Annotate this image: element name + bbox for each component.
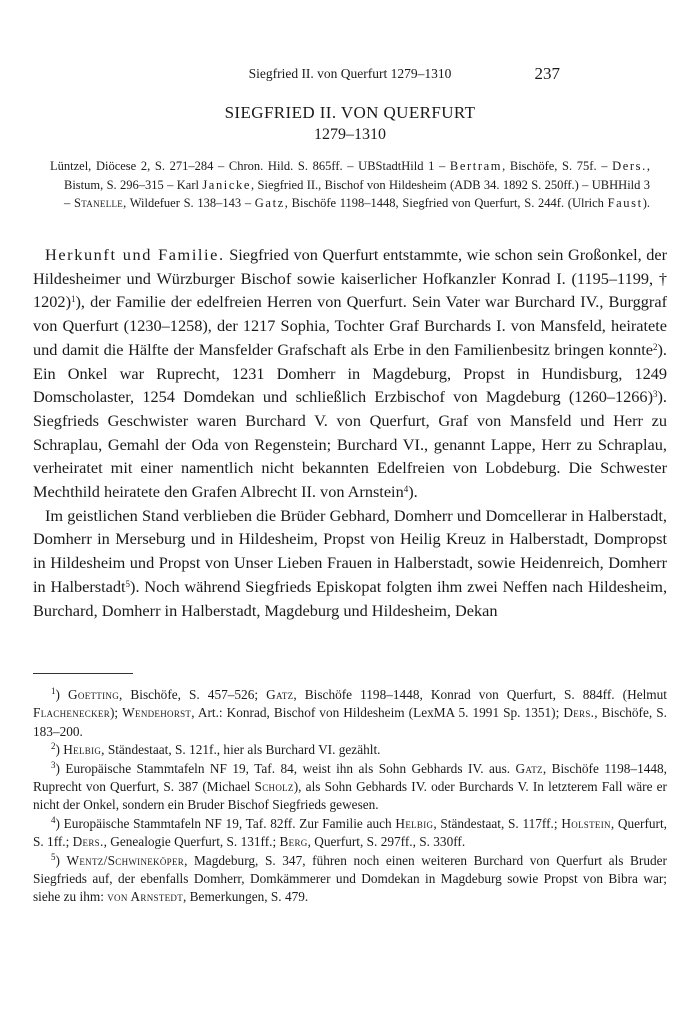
source-text: , Siegfried II., Bischof von Hildesheim (ADB 34. 1892 S. 250ff.) – UBHHild 3 – <box>64 177 650 211</box>
source-author: Bertram <box>449 159 503 173</box>
footnote-author: Scholz <box>254 779 294 795</box>
footnote-text: , Ständestaat, S. 121f., hier als Burchard VI. gezählt. <box>101 742 381 758</box>
footnote-text: , Bischöfe 1198–1448, Ruprecht von Querfurt, S. 387 (Michael <box>33 760 667 795</box>
footnote-text: ) Europäische Stammtafeln NF 19, Taf. 82ff. Zur Familie auch <box>55 815 396 831</box>
footnote-number: 4 <box>51 814 56 825</box>
footnote-text: , Querfurt, S. 1ff.; <box>33 815 667 850</box>
footnote-author: Wendehorst <box>122 705 192 721</box>
footnote-number: 3 <box>51 759 56 770</box>
footnote-ref[interactable]: 4 <box>403 484 409 495</box>
footnote-author: Goetting <box>68 687 119 702</box>
chapter-title-name: SIEGFRIED II. VON QUERFURT <box>224 103 476 122</box>
footnote-text: ) <box>55 687 68 702</box>
footnote-author: Wentz/Schwineköper <box>66 852 185 868</box>
source-author: Ders. <box>612 159 647 173</box>
footnote-author: Berg <box>279 834 308 850</box>
footnote-number: 5 <box>51 851 56 862</box>
source-author: Janicke <box>202 177 252 192</box>
footnote-text: ) <box>55 742 64 758</box>
paragraph-herkunft <box>33 243 667 504</box>
footnote-text: ) Europäische Stammtafeln NF 19, Taf. 84, weist ihn als Sohn Gebhards IV. aus. <box>55 760 516 776</box>
footnote-ref[interactable]: 2 <box>653 341 658 352</box>
paragraph-geistlich <box>33 504 667 623</box>
footnote-author: Gatz <box>515 760 543 776</box>
footnote-author: von Arnstedt <box>107 889 184 905</box>
footnote-ref[interactable]: 3 <box>653 389 658 400</box>
footnote-author: Ders. <box>563 705 595 721</box>
footnote-text: , Bischöfe, S. 457–526; <box>119 687 267 702</box>
footnote-divider <box>33 673 133 674</box>
footnote-author: Gatz <box>266 687 294 702</box>
footnote-number: 2 <box>51 741 56 752</box>
footnote-author: Ders. <box>72 834 104 850</box>
page-number: 237 <box>534 64 560 83</box>
footnote-text: , Bischöfe 1198–1448, Konrad von Querfurt, S. 884ff. (Helmut <box>293 687 667 702</box>
section-heading: Herkunft und Familie. <box>45 245 225 264</box>
footnote-text: , Art.: Konrad, Bischof von Hildesheim (LexMA 5. 1991 Sp. 1351); <box>191 705 564 721</box>
footnote-1 <box>33 686 667 741</box>
body-text: ). Siegfrieds Geschwister waren Burchard V. von Querfurt, Graf von Mansfeld und Herr zu Schraplau, Gemahl der Oda von Regenstein; Burchard VI., genannt Lappe, Herr zu Schraplau, verheiratet mit einer namentlich nicht bekannten Edelfreien von Lobdeburg. Die Schwester Mechthild heiratete den Grafen Albrecht II. von Arnstein <box>33 387 667 502</box>
footnote-text: ); <box>110 705 123 721</box>
source-text: ). <box>642 196 650 211</box>
source-author: Stanelle <box>73 196 124 211</box>
chapter-title-dates: 1279–1310 <box>314 126 386 143</box>
footnotes <box>33 686 667 907</box>
source-text: , Bischöfe, S. 75f. – <box>502 159 613 173</box>
footnote-author: Holstein <box>561 815 611 831</box>
footnote-ref[interactable]: 5 <box>125 578 131 589</box>
footnote-3 <box>33 760 667 815</box>
footnote-author: Flachenecker <box>33 705 110 721</box>
body-text: ). Ein Onkel war Ruprecht, 1231 Domherr in Magdeburg, Propst in Hundisburg, 1249 Domscholaster, 1254 Domdekan und schließlich Erzbischof von Magdeburg (1260–1266) <box>33 339 667 407</box>
body-text: ), der Familie der edelfreien Herren von Querfurt. Sein Vater war Burchard IV., Burggraf von Querfurt (1230–1258), der 1217 Sophia, Tochter Graf Burchards I. von Mansfeld, heiratete und damit die Hälfte der Mansfelder Grafschaft als Erbe in den Familienbesitz bringen konnte <box>33 292 667 359</box>
body-text: ). Noch während Siegfrieds Episkopat folgten ihm zwei Neffen nach Hildesheim, Burchard, Domherr in Halberstadt, Magdeburg und Hildesheim, Dekan <box>33 576 668 620</box>
footnote-text: , Magdeburg, S. 347, führen noch einen weiteren Burchard von Querfurt als Bruder Siegfrieds auf, der ebenfalls Domherr, Domkämmerer und Domdekan in Magdeburg sowie Propst von Bibra war; siehe zu ihm: <box>33 852 667 905</box>
source-paragraph <box>50 157 650 231</box>
main-text <box>33 243 667 622</box>
footnote-number: 1 <box>51 686 56 696</box>
footnote-text: ) <box>55 852 67 868</box>
footnote-5 <box>33 852 667 907</box>
chapter-title <box>0 102 700 146</box>
source-author: Faust <box>607 196 643 211</box>
body-text: Siegfried von Querfurt entstammte, wie schon sein Großonkel, der Hildesheimer und Würzburger Bischof sowie kaiserlicher Hofkanzler Konrad I. (1195–1199, † 1202) <box>33 245 668 312</box>
body-text: Im geistlichen Stand verblieben die Brüder Gebhard, Domherr und Domcellerar in Halberstadt, Domherr in Merseburg und in Hildesheim, Propst von Heilig Kreuz in Halberstadt, Dompropst in Hildesheim und Propst von Unser Lieben Frauen in Halberstadt, sowie Heidenreich, Domherr in Halberstadt <box>33 505 667 596</box>
footnote-text: ), als Sohn Gebhards IV. oder Burchards V. In letzterem Fall wäre er nicht der Onkel, sondern ein Bruder Bischof Siegfrieds gewesen. <box>33 779 667 813</box>
footnote-4 <box>33 815 667 852</box>
running-title: Siegfried II. von Querfurt 1279–1310 <box>248 66 452 81</box>
footnote-ref[interactable]: 1 <box>70 294 76 305</box>
body-text: ). <box>408 482 418 502</box>
running-head <box>0 66 700 86</box>
source-text: , Bistum, S. 296–315 – Karl <box>64 159 650 192</box>
source-list <box>50 157 650 231</box>
footnote-text: , Bemerkungen, S. 479. <box>183 889 309 905</box>
footnote-text: , Bischöfe, S. 183–200. <box>33 705 667 739</box>
source-text: , Bischöfe 1198–1448, Siegfried von Querfurt, S. 244f. (Ulrich <box>284 196 608 211</box>
footnote-text: , Genealogie Querfurt, S. 131ff.; <box>103 834 280 850</box>
footnote-2 <box>33 741 667 759</box>
source-text: Lüntzel, Diöcese 2, S. 271–284 – Chron. Hild. S. 865ff. – UBStadtHild 1 – <box>50 159 450 173</box>
footnote-author: Helbig <box>395 815 434 831</box>
footnote-author: Helbig <box>63 742 102 758</box>
source-text: , Wildefuer S. 138–143 – <box>123 196 255 211</box>
source-author: Gatz <box>254 196 285 211</box>
footnote-text: , Querfurt, S. 297ff., S. 330ff. <box>307 834 466 850</box>
footnote-text: , Ständestaat, S. 117ff.; <box>433 815 562 831</box>
